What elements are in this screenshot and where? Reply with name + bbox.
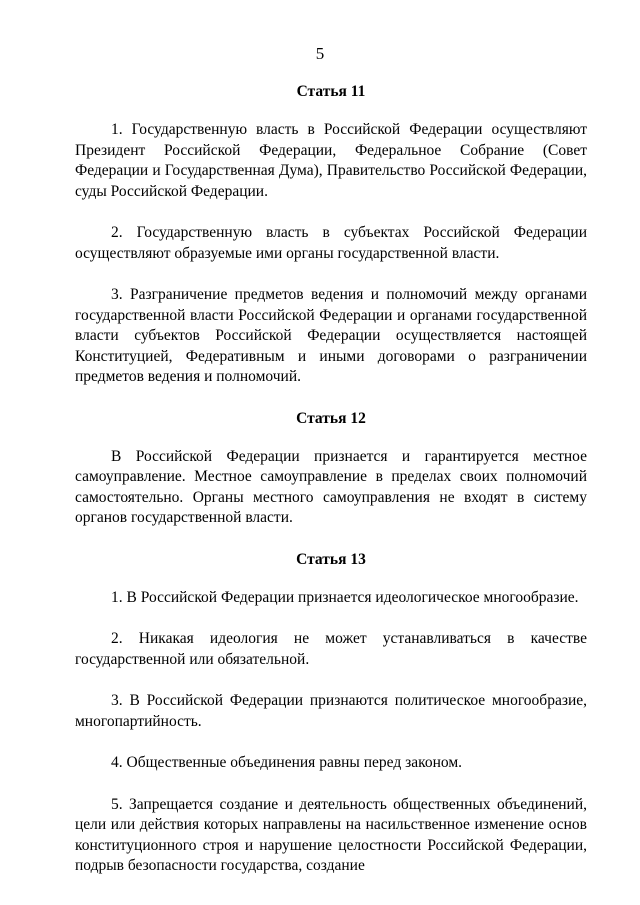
article-paragraph: В Российской Федерации признается и гарантируется местное самоуправление. Местное самоуправление в пределах своих полномочий самостоятельно. Органы местного самоуправления не входят в систему органов государственной власти. [75, 447, 587, 526]
article-12 [75, 409, 587, 529]
article-heading: Статья 12 [296, 409, 366, 427]
article-paragraph: 1. Государственную власть в Российской Федерации осуществляют Президент Российской Федерации, Федеральное Собрание (Совет Федерации и Государственная Дума), Правительство Российской Федерации, суды Российской Федерации. [75, 121, 587, 200]
article-paragraph: 4. Общественные объединения равны перед законом. [111, 754, 463, 771]
document-body [75, 82, 587, 898]
article-paragraph: 2. Государственную власть в субъектах Российской Федерации осуществляют образуемые ими органы государственной власти. [75, 224, 587, 262]
page-number: 5 [315, 44, 325, 63]
article-heading: Статья 11 [296, 83, 366, 100]
article-paragraph: 3. В Российской Федерации признаются политическое многообразие, многопартийность. [75, 692, 587, 730]
article-11 [75, 82, 587, 388]
article-paragraph: 5. Запрещается создание и деятельность общественных объединений, цели или действия которых направлены на насильственное изменение основ конституционного строя и нарушение целостности Российской Федерации, подрыв безопасности государства, создание [75, 795, 587, 874]
article-paragraph: 3. Разграничение предметов ведения и полномочий между органами государственной власти Российской Федерации и органами государственной власти субъектов Российской Федерации осуществляется настоящей Конституцией, Федеративным и иными договорами о разграничении предметов ведения и полномочий. [75, 286, 587, 385]
article-paragraph: 1. В Российской Федерации признается идеологическое многообразие. [111, 588, 579, 606]
article-paragraph: 2. Никакая идеология не может устанавливаться в качестве государственной или обязательной. [75, 630, 587, 668]
article-heading: Статья 13 [296, 550, 366, 568]
article-13 [75, 550, 587, 877]
